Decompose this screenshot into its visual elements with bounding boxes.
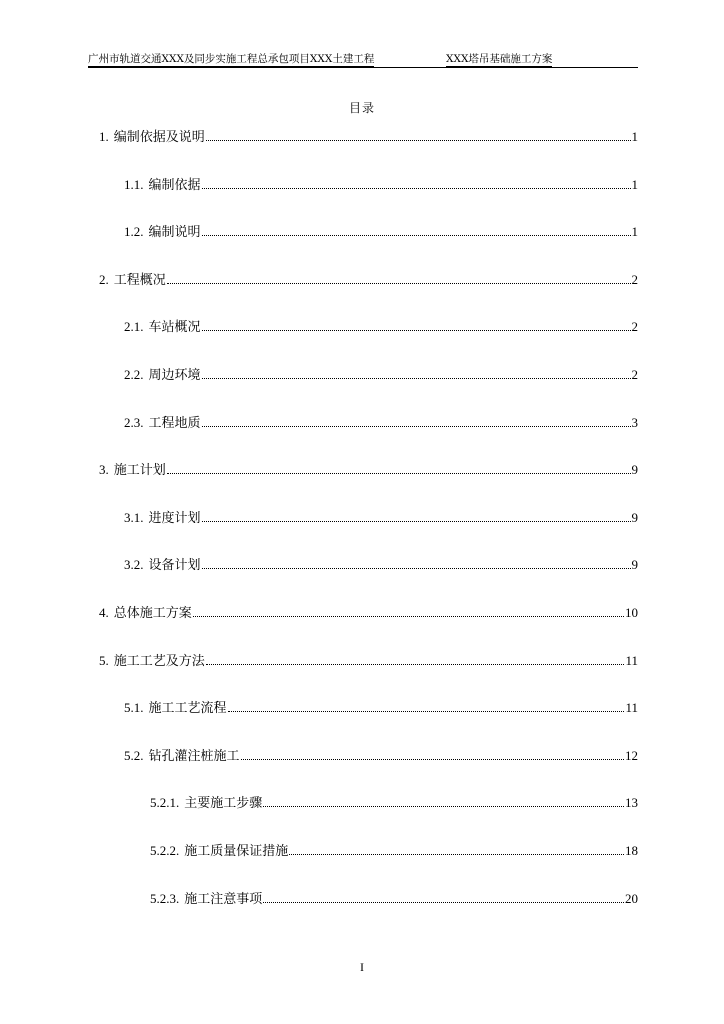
toc-entry-page: 1 <box>631 129 638 144</box>
toc-entry[interactable] <box>124 409 638 431</box>
toc-entry-title: 主要施工步骤 <box>184 796 263 812</box>
toc-title: 目录 <box>348 101 375 115</box>
dot-leader <box>202 568 631 569</box>
dot-leader <box>206 140 631 141</box>
toc-entry[interactable] <box>150 789 638 811</box>
toc-entry-number: 2.1. <box>124 319 144 335</box>
toc-entry[interactable] <box>124 551 638 573</box>
toc-entry[interactable] <box>124 313 638 335</box>
dot-leader <box>193 616 624 617</box>
toc-entry-number: 5.1. <box>124 700 144 716</box>
toc-entry[interactable] <box>124 742 638 764</box>
toc-entry-page: 2 <box>631 367 638 382</box>
toc-entry-number: 2.2. <box>124 367 144 382</box>
toc-entry[interactable] <box>124 171 638 193</box>
toc-entry-title: 施工计划 <box>113 463 166 479</box>
toc-entry-title: 设备计划 <box>148 558 201 574</box>
toc-entry[interactable] <box>124 694 638 716</box>
dot-leader <box>202 426 631 427</box>
dot-leader <box>289 854 624 855</box>
toc-entry-title: 车站概况 <box>148 320 201 336</box>
toc-entry-title: 施工工艺及方法 <box>113 653 205 669</box>
toc-entry-page: 18 <box>625 843 638 858</box>
toc-entry-number: 2. <box>99 271 109 287</box>
toc-entry-title: 钻孔灌注桩施工 <box>148 748 240 764</box>
toc-entry-number: 1.1. <box>124 176 144 192</box>
toc-entry[interactable] <box>99 599 638 621</box>
toc-entry-number: 5.2.3. <box>150 890 180 906</box>
dot-leader <box>202 188 631 189</box>
toc-entry-title: 编制说明 <box>148 225 201 241</box>
page-header <box>88 51 638 68</box>
toc-entry-number: 5.2.2. <box>150 843 180 858</box>
header-project-title: 广州市轨道交通XXX及同步实施工程总承包项目XXX土建工程 <box>88 53 375 65</box>
toc-entry-number: 3.2. <box>124 557 144 573</box>
toc-entry-title: 工程地质 <box>148 415 201 431</box>
toc-entry[interactable] <box>99 123 638 145</box>
toc-entry-page: 12 <box>625 747 638 763</box>
toc-entry-page: 9 <box>631 557 638 573</box>
toc-entry-title: 施工工艺流程 <box>148 701 227 717</box>
dot-leader <box>228 711 625 712</box>
dot-leader <box>167 473 631 474</box>
toc-entry-page: 11 <box>625 700 638 716</box>
toc-entry-title: 编制依据 <box>148 177 201 193</box>
toc-entry-page: 9 <box>631 509 638 525</box>
dot-leader <box>167 283 631 284</box>
toc-entry-page: 1 <box>631 224 638 240</box>
toc-entry[interactable] <box>99 647 638 669</box>
toc-entry[interactable] <box>99 266 638 288</box>
dot-leader <box>202 378 631 379</box>
dot-leader <box>206 664 625 665</box>
toc-entry-title: 进度计划 <box>148 510 201 526</box>
toc-entry-number: 3.1. <box>124 509 144 525</box>
toc-entry-number: 1.2. <box>124 224 144 240</box>
dot-leader <box>263 806 624 807</box>
toc-entry-number: 4. <box>99 605 109 620</box>
toc-entry-page: 11 <box>625 652 638 668</box>
toc-entry-title: 总体施工方案 <box>113 606 192 621</box>
toc-entry-number: 5.2. <box>124 747 144 763</box>
toc-entry-number: 5. <box>99 652 109 668</box>
toc-entry[interactable] <box>124 218 638 240</box>
toc-entry[interactable] <box>99 456 638 478</box>
toc-entry-title: 周边环境 <box>148 368 201 383</box>
toc-entry-number: 1. <box>99 129 109 144</box>
toc-entry-page: 10 <box>625 605 638 620</box>
toc-entry-title: 施工注意事项 <box>184 891 263 907</box>
dot-leader <box>241 759 624 760</box>
toc-entry-page: 2 <box>631 271 638 287</box>
toc-entry-title: 施工质量保证措施 <box>184 844 289 859</box>
dot-leader <box>202 330 631 331</box>
toc-entry-title: 工程概况 <box>113 272 166 288</box>
toc-entry-page: 2 <box>631 319 638 335</box>
toc-entry[interactable] <box>150 885 638 907</box>
toc-entry-number: 2.3. <box>124 414 144 430</box>
toc-entry-number: 3. <box>99 462 109 478</box>
header-document-title: XXX塔吊基础施工方案 <box>446 53 553 65</box>
toc-entry[interactable] <box>124 504 638 526</box>
dot-leader <box>202 235 631 236</box>
toc-entry-page: 9 <box>631 462 638 478</box>
dot-leader <box>263 902 624 903</box>
toc-entry[interactable] <box>150 837 638 859</box>
dot-leader <box>202 521 631 522</box>
toc-entry-number: 5.2.1. <box>150 795 180 811</box>
toc-entry-title: 编制依据及说明 <box>113 130 205 145</box>
toc-entry-page: 1 <box>631 176 638 192</box>
toc-entry[interactable] <box>124 361 638 383</box>
toc-entry-page: 20 <box>625 890 638 906</box>
toc-entry-page: 13 <box>625 795 638 811</box>
toc-entry-page: 3 <box>631 414 638 430</box>
page-number: I <box>360 960 364 974</box>
